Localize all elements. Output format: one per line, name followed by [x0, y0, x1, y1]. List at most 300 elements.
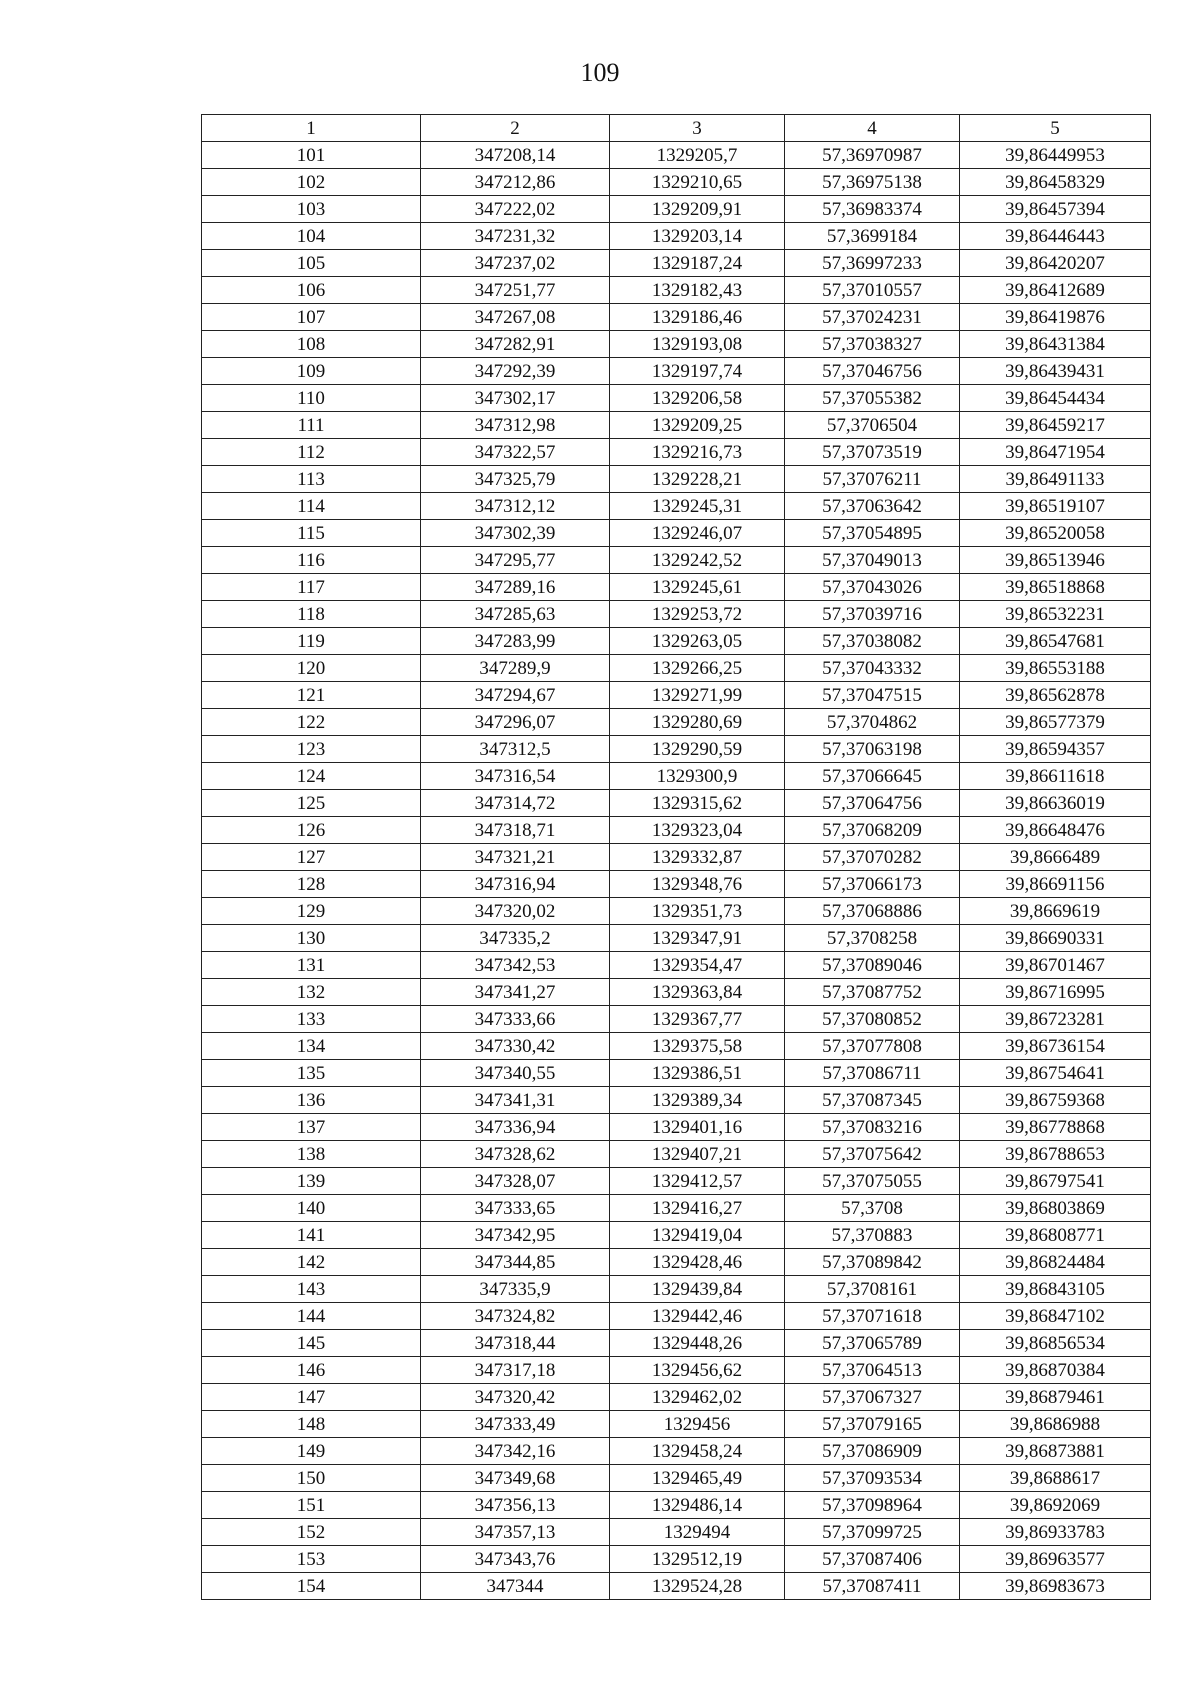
table-cell: 347289,9 — [421, 655, 610, 682]
table-cell: 1329263,05 — [610, 628, 785, 655]
table-cell: 347356,13 — [421, 1492, 610, 1519]
table-row — [202, 1141, 1151, 1168]
table-row — [202, 790, 1151, 817]
table-cell: 347296,07 — [421, 709, 610, 736]
table-cell: 57,37079165 — [785, 1411, 960, 1438]
table-cell: 57,370883 — [785, 1222, 960, 1249]
table-cell: 39,86797541 — [960, 1168, 1151, 1195]
table-cell: 1329245,31 — [610, 493, 785, 520]
table-cell: 116 — [202, 547, 421, 574]
table-cell: 39,86577379 — [960, 709, 1151, 736]
table-cell: 1329448,26 — [610, 1330, 785, 1357]
table-cell: 57,37066173 — [785, 871, 960, 898]
table-cell: 39,8666489 — [960, 844, 1151, 871]
table-cell: 113 — [202, 466, 421, 493]
table-cell: 120 — [202, 655, 421, 682]
table-cell: 1329456,62 — [610, 1357, 785, 1384]
table-cell: 57,37071618 — [785, 1303, 960, 1330]
table-row — [202, 1060, 1151, 1087]
table-cell: 105 — [202, 250, 421, 277]
table-row — [202, 952, 1151, 979]
table-row — [202, 439, 1151, 466]
table-cell: 347292,39 — [421, 358, 610, 385]
table-row — [202, 1519, 1151, 1546]
table-cell: 150 — [202, 1465, 421, 1492]
table-cell: 57,3708 — [785, 1195, 960, 1222]
table-cell: 1329347,91 — [610, 925, 785, 952]
table-cell: 347267,08 — [421, 304, 610, 331]
table-cell: 57,37038327 — [785, 331, 960, 358]
table-row — [202, 1411, 1151, 1438]
table-cell: 39,8688617 — [960, 1465, 1151, 1492]
table-cell: 1329465,49 — [610, 1465, 785, 1492]
table-row — [202, 1330, 1151, 1357]
table-cell: 347328,62 — [421, 1141, 610, 1168]
table-cell: 1329253,72 — [610, 601, 785, 628]
table-row — [202, 1114, 1151, 1141]
table-cell: 39,86856534 — [960, 1330, 1151, 1357]
table-cell: 39,86701467 — [960, 952, 1151, 979]
table-cell: 143 — [202, 1276, 421, 1303]
table-cell: 347357,13 — [421, 1519, 610, 1546]
table-cell: 347349,68 — [421, 1465, 610, 1492]
table-cell: 151 — [202, 1492, 421, 1519]
table-cell: 57,37076211 — [785, 466, 960, 493]
table-cell: 1329442,46 — [610, 1303, 785, 1330]
table-cell: 347341,31 — [421, 1087, 610, 1114]
table-cell: 57,37055382 — [785, 385, 960, 412]
table-cell: 57,37093534 — [785, 1465, 960, 1492]
table-cell: 39,86518868 — [960, 574, 1151, 601]
table-cell: 39,86454434 — [960, 385, 1151, 412]
table-cell: 57,37089842 — [785, 1249, 960, 1276]
table-cell: 57,3708161 — [785, 1276, 960, 1303]
table-row — [202, 1573, 1151, 1600]
table-cell: 39,86439431 — [960, 358, 1151, 385]
table-cell: 1329323,04 — [610, 817, 785, 844]
table-cell: 57,36997233 — [785, 250, 960, 277]
table-cell: 123 — [202, 736, 421, 763]
table-row — [202, 1087, 1151, 1114]
table-cell: 148 — [202, 1411, 421, 1438]
table-cell: 1329197,74 — [610, 358, 785, 385]
table-row — [202, 331, 1151, 358]
table-cell: 39,86691156 — [960, 871, 1151, 898]
table-cell: 39,8686988 — [960, 1411, 1151, 1438]
table-row — [202, 142, 1151, 169]
table-row — [202, 1195, 1151, 1222]
table-cell: 39,86870384 — [960, 1357, 1151, 1384]
table-row — [202, 979, 1151, 1006]
table-cell: 57,37068886 — [785, 898, 960, 925]
table-cell: 1329456 — [610, 1411, 785, 1438]
table-cell: 101 — [202, 142, 421, 169]
table-cell: 135 — [202, 1060, 421, 1087]
table-cell: 57,37049013 — [785, 547, 960, 574]
table-cell: 57,37010557 — [785, 277, 960, 304]
table-cell: 57,37043026 — [785, 574, 960, 601]
table-row — [202, 844, 1151, 871]
table-cell: 1329203,14 — [610, 223, 785, 250]
table-cell: 39,86873881 — [960, 1438, 1151, 1465]
table-row — [202, 682, 1151, 709]
table-cell: 57,37047515 — [785, 682, 960, 709]
table-cell: 347333,66 — [421, 1006, 610, 1033]
table-cell: 146 — [202, 1357, 421, 1384]
table-cell: 102 — [202, 169, 421, 196]
table-row — [202, 1465, 1151, 1492]
table-cell: 39,86843105 — [960, 1276, 1151, 1303]
table-cell: 1329389,34 — [610, 1087, 785, 1114]
table-cell: 111 — [202, 412, 421, 439]
table-row — [202, 871, 1151, 898]
table-cell: 39,86547681 — [960, 628, 1151, 655]
table-cell: 142 — [202, 1249, 421, 1276]
table-cell: 141 — [202, 1222, 421, 1249]
table-cell: 57,36970987 — [785, 142, 960, 169]
table-row — [202, 1546, 1151, 1573]
table-cell: 1329419,04 — [610, 1222, 785, 1249]
table-cell: 347251,77 — [421, 277, 610, 304]
table-cell: 1329428,46 — [610, 1249, 785, 1276]
table-cell: 57,37068209 — [785, 817, 960, 844]
table-cell: 39,86449953 — [960, 142, 1151, 169]
table-cell: 347312,12 — [421, 493, 610, 520]
table-cell: 39,86431384 — [960, 331, 1151, 358]
table-cell: 1329242,52 — [610, 547, 785, 574]
table-cell: 347343,76 — [421, 1546, 610, 1573]
table-cell: 57,37046756 — [785, 358, 960, 385]
column-header: 3 — [610, 115, 785, 142]
table-cell: 347316,54 — [421, 763, 610, 790]
table-cell: 57,36983374 — [785, 196, 960, 223]
table-cell: 39,86491133 — [960, 466, 1151, 493]
table-cell: 57,36975138 — [785, 169, 960, 196]
table-cell: 131 — [202, 952, 421, 979]
table-cell: 39,86471954 — [960, 439, 1151, 466]
table-cell: 1329209,91 — [610, 196, 785, 223]
table-cell: 119 — [202, 628, 421, 655]
table-cell: 117 — [202, 574, 421, 601]
table-cell: 136 — [202, 1087, 421, 1114]
table-row — [202, 1222, 1151, 1249]
table-row — [202, 925, 1151, 952]
table-row — [202, 466, 1151, 493]
table-row — [202, 1357, 1151, 1384]
table-cell: 133 — [202, 1006, 421, 1033]
table-cell: 57,37054895 — [785, 520, 960, 547]
table-cell: 39,86412689 — [960, 277, 1151, 304]
table-row — [202, 1006, 1151, 1033]
table-cell: 1329386,51 — [610, 1060, 785, 1087]
table-cell: 57,37067327 — [785, 1384, 960, 1411]
table-cell: 347330,42 — [421, 1033, 610, 1060]
table-cell: 57,37089046 — [785, 952, 960, 979]
table-cell: 1329216,73 — [610, 439, 785, 466]
table-cell: 57,37075642 — [785, 1141, 960, 1168]
table-row — [202, 223, 1151, 250]
table-cell: 1329412,57 — [610, 1168, 785, 1195]
table-cell: 347282,91 — [421, 331, 610, 358]
table-cell: 347320,42 — [421, 1384, 610, 1411]
table-cell: 39,86519107 — [960, 493, 1151, 520]
table-cell: 39,86611618 — [960, 763, 1151, 790]
table-cell: 39,86562878 — [960, 682, 1151, 709]
table-cell: 137 — [202, 1114, 421, 1141]
table-cell: 39,86759368 — [960, 1087, 1151, 1114]
table-row — [202, 1033, 1151, 1060]
table-row — [202, 196, 1151, 223]
table-row — [202, 763, 1151, 790]
column-header: 2 — [421, 115, 610, 142]
table-cell: 1329209,25 — [610, 412, 785, 439]
table-row — [202, 1492, 1151, 1519]
table-cell: 1329375,58 — [610, 1033, 785, 1060]
table-cell: 1329182,43 — [610, 277, 785, 304]
table-cell: 1329348,76 — [610, 871, 785, 898]
table-row — [202, 655, 1151, 682]
column-header: 5 — [960, 115, 1151, 142]
table-cell: 347312,98 — [421, 412, 610, 439]
table-cell: 347335,2 — [421, 925, 610, 952]
table-cell: 1329315,62 — [610, 790, 785, 817]
table-cell: 125 — [202, 790, 421, 817]
table-header-row — [202, 115, 1151, 142]
table-cell: 39,86553188 — [960, 655, 1151, 682]
table-cell: 1329193,08 — [610, 331, 785, 358]
table-cell: 39,86457394 — [960, 196, 1151, 223]
table-cell: 57,37086711 — [785, 1060, 960, 1087]
table-cell: 57,37063198 — [785, 736, 960, 763]
table-cell: 39,86933783 — [960, 1519, 1151, 1546]
table-cell: 1329332,87 — [610, 844, 785, 871]
page-number: 109 — [580, 58, 620, 87]
table-cell: 347333,49 — [421, 1411, 610, 1438]
table-cell: 109 — [202, 358, 421, 385]
table-row — [202, 277, 1151, 304]
table-row — [202, 412, 1151, 439]
table-cell: 1329280,69 — [610, 709, 785, 736]
table-cell: 347340,55 — [421, 1060, 610, 1087]
table-cell: 57,37083216 — [785, 1114, 960, 1141]
table-cell: 39,86803869 — [960, 1195, 1151, 1222]
table-row — [202, 493, 1151, 520]
table-cell: 57,37066645 — [785, 763, 960, 790]
table-cell: 129 — [202, 898, 421, 925]
table-cell: 39,8692069 — [960, 1492, 1151, 1519]
table-row — [202, 250, 1151, 277]
table-cell: 1329206,58 — [610, 385, 785, 412]
table-cell: 57,37075055 — [785, 1168, 960, 1195]
table-row — [202, 385, 1151, 412]
table-cell: 347302,39 — [421, 520, 610, 547]
table-cell: 1329524,28 — [610, 1573, 785, 1600]
table-cell: 1329486,14 — [610, 1492, 785, 1519]
table-cell: 57,37077808 — [785, 1033, 960, 1060]
table-cell: 1329300,9 — [610, 763, 785, 790]
table-cell: 347344 — [421, 1573, 610, 1600]
table-cell: 57,37039716 — [785, 601, 960, 628]
table-cell: 1329290,59 — [610, 736, 785, 763]
table-cell: 347336,94 — [421, 1114, 610, 1141]
table-cell: 347302,17 — [421, 385, 610, 412]
table-cell: 57,37038082 — [785, 628, 960, 655]
table-cell: 347231,32 — [421, 223, 610, 250]
table-cell: 118 — [202, 601, 421, 628]
table-cell: 127 — [202, 844, 421, 871]
table-cell: 347344,85 — [421, 1249, 610, 1276]
table-cell: 57,37087406 — [785, 1546, 960, 1573]
table-cell: 1329354,47 — [610, 952, 785, 979]
table-row — [202, 1249, 1151, 1276]
table-cell: 347341,27 — [421, 979, 610, 1006]
table-cell: 39,86983673 — [960, 1573, 1151, 1600]
table-cell: 1329462,02 — [610, 1384, 785, 1411]
table-cell: 347314,72 — [421, 790, 610, 817]
table-cell: 39,86808771 — [960, 1222, 1151, 1249]
table-row — [202, 169, 1151, 196]
table-cell: 39,86458329 — [960, 169, 1151, 196]
table-cell: 347237,02 — [421, 250, 610, 277]
table-cell: 347222,02 — [421, 196, 610, 223]
table-cell: 153 — [202, 1546, 421, 1573]
table-cell: 39,86532231 — [960, 601, 1151, 628]
table-body — [202, 142, 1151, 1600]
table-row — [202, 547, 1151, 574]
table-cell: 347342,16 — [421, 1438, 610, 1465]
table-cell: 112 — [202, 439, 421, 466]
table-row — [202, 304, 1151, 331]
table-cell: 1329266,25 — [610, 655, 785, 682]
table-row — [202, 736, 1151, 763]
table-cell: 347212,86 — [421, 169, 610, 196]
table-row — [202, 1168, 1151, 1195]
table-cell: 140 — [202, 1195, 421, 1222]
table-cell: 1329407,21 — [610, 1141, 785, 1168]
table-cell: 39,8669619 — [960, 898, 1151, 925]
table-cell: 347342,95 — [421, 1222, 610, 1249]
table-cell: 57,37064756 — [785, 790, 960, 817]
table-cell: 57,37073519 — [785, 439, 960, 466]
table-cell: 347316,94 — [421, 871, 610, 898]
table-cell: 39,86690331 — [960, 925, 1151, 952]
table-cell: 110 — [202, 385, 421, 412]
table-cell: 115 — [202, 520, 421, 547]
table-cell: 347285,63 — [421, 601, 610, 628]
table-cell: 130 — [202, 925, 421, 952]
table-row — [202, 709, 1151, 736]
table-cell: 139 — [202, 1168, 421, 1195]
table-cell: 128 — [202, 871, 421, 898]
table-cell: 1329458,24 — [610, 1438, 785, 1465]
table-cell: 39,86446443 — [960, 223, 1151, 250]
table-cell: 57,37070282 — [785, 844, 960, 871]
table-cell: 1329186,46 — [610, 304, 785, 331]
table-row — [202, 817, 1151, 844]
table-cell: 1329271,99 — [610, 682, 785, 709]
table-cell: 144 — [202, 1303, 421, 1330]
table-cell: 39,86636019 — [960, 790, 1151, 817]
table-row — [202, 574, 1151, 601]
table-cell: 39,86716995 — [960, 979, 1151, 1006]
table-cell: 57,3699184 — [785, 223, 960, 250]
table-cell: 347320,02 — [421, 898, 610, 925]
column-header: 1 — [202, 115, 421, 142]
table-cell: 104 — [202, 223, 421, 250]
coordinates-table — [201, 114, 1151, 1600]
table-cell: 1329494 — [610, 1519, 785, 1546]
table-cell: 57,37043332 — [785, 655, 960, 682]
table-cell: 347318,44 — [421, 1330, 610, 1357]
table-row — [202, 1384, 1151, 1411]
table-cell: 39,86736154 — [960, 1033, 1151, 1060]
table-cell: 145 — [202, 1330, 421, 1357]
table-cell: 347283,99 — [421, 628, 610, 655]
table-cell: 1329205,7 — [610, 142, 785, 169]
table-cell: 39,86847102 — [960, 1303, 1151, 1330]
table-cell: 347324,82 — [421, 1303, 610, 1330]
table-cell: 347335,9 — [421, 1276, 610, 1303]
table-cell: 107 — [202, 304, 421, 331]
table-cell: 57,3708258 — [785, 925, 960, 952]
table-cell: 1329512,19 — [610, 1546, 785, 1573]
table-cell: 1329187,24 — [610, 250, 785, 277]
table-cell: 57,37086909 — [785, 1438, 960, 1465]
table-cell: 39,86648476 — [960, 817, 1151, 844]
table-cell: 39,86778868 — [960, 1114, 1151, 1141]
table-cell: 347325,79 — [421, 466, 610, 493]
table-cell: 121 — [202, 682, 421, 709]
table-row — [202, 358, 1151, 385]
table-row — [202, 520, 1151, 547]
table-row — [202, 1438, 1151, 1465]
table-cell: 39,86879461 — [960, 1384, 1151, 1411]
table-cell: 347322,57 — [421, 439, 610, 466]
table-cell: 122 — [202, 709, 421, 736]
column-header: 4 — [785, 115, 960, 142]
table-cell: 124 — [202, 763, 421, 790]
table-cell: 347317,18 — [421, 1357, 610, 1384]
table-cell: 39,86824484 — [960, 1249, 1151, 1276]
table-cell: 39,86420207 — [960, 250, 1151, 277]
table-cell: 57,3704862 — [785, 709, 960, 736]
table-cell: 347295,77 — [421, 547, 610, 574]
table-cell: 347318,71 — [421, 817, 610, 844]
table-cell: 39,86594357 — [960, 736, 1151, 763]
table-cell: 103 — [202, 196, 421, 223]
table-cell: 347321,21 — [421, 844, 610, 871]
table-cell: 57,37087411 — [785, 1573, 960, 1600]
table-cell: 57,37098964 — [785, 1492, 960, 1519]
table-cell: 57,37080852 — [785, 1006, 960, 1033]
table-cell: 108 — [202, 331, 421, 358]
table-cell: 39,86963577 — [960, 1546, 1151, 1573]
table-cell: 1329351,73 — [610, 898, 785, 925]
table-cell: 39,86520058 — [960, 520, 1151, 547]
table-cell: 1329246,07 — [610, 520, 785, 547]
table-cell: 154 — [202, 1573, 421, 1600]
table-cell: 149 — [202, 1438, 421, 1465]
table-cell: 147 — [202, 1384, 421, 1411]
table-cell: 347312,5 — [421, 736, 610, 763]
table-cell: 347208,14 — [421, 142, 610, 169]
table-row — [202, 628, 1151, 655]
table-cell: 57,37063642 — [785, 493, 960, 520]
table-cell: 57,37024231 — [785, 304, 960, 331]
table-cell: 1329401,16 — [610, 1114, 785, 1141]
table-cell: 114 — [202, 493, 421, 520]
table-cell: 39,86723281 — [960, 1006, 1151, 1033]
